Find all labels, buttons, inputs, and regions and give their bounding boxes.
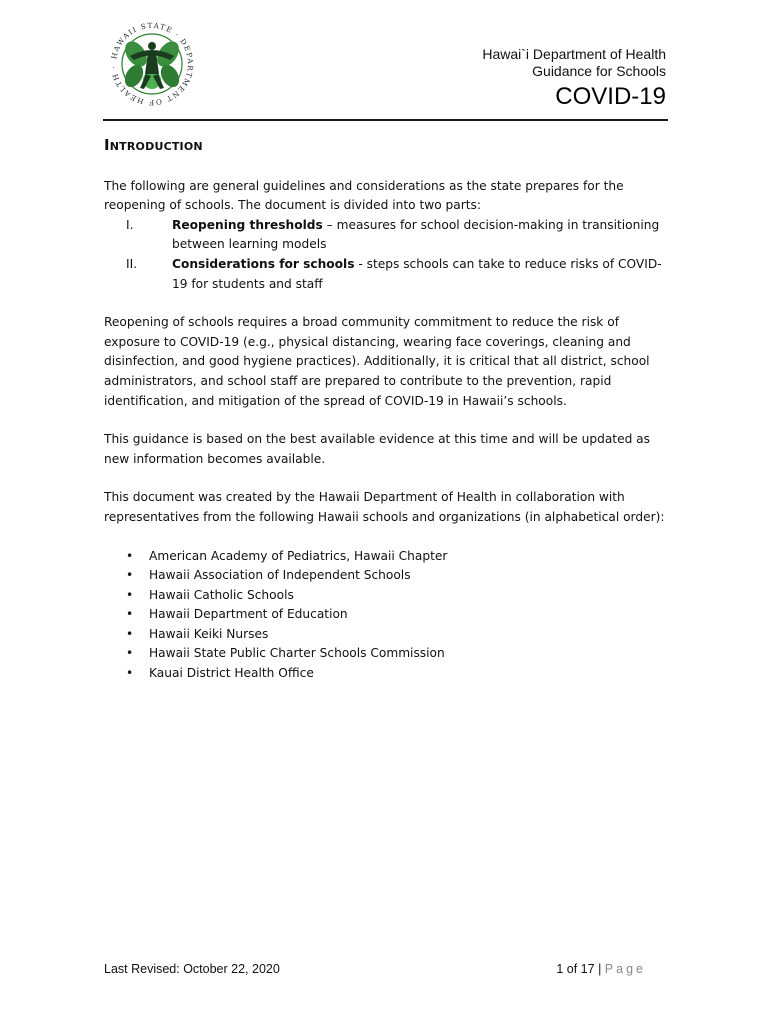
part-title: Reopening thresholds — [172, 217, 323, 232]
bullet: • — [126, 646, 134, 661]
header-rule — [103, 119, 668, 121]
last-revised: Last Revised: October 22, 2020 — [104, 962, 280, 976]
page-count: 1 of 17 — [556, 962, 595, 976]
organization-name: Hawaii State Public Charter Schools Commission — [149, 646, 445, 661]
intro-paragraph: The following are general guidelines and considerations as the state prepares for the reopening of schools. The document is divided into two parts: — [104, 178, 624, 213]
list-item — [104, 586, 668, 606]
bullet: • — [126, 626, 134, 641]
document-body — [104, 136, 668, 684]
part-title: Considerations for schools — [172, 256, 355, 271]
page-word: Page — [604, 962, 646, 976]
parts-list-item — [104, 216, 668, 255]
svg-text:HAWAII STATE · DEPARTMENT OF H: HAWAII STATE · DEPARTMENT OF HEALTH · — [108, 20, 196, 108]
collaboration-paragraph: This document was created by the Hawaii Department of Health in collaboration with representatives from the following Hawaii schools and organizations (in alphabetical order): — [104, 490, 665, 524]
header-title: COVID-19 — [555, 83, 666, 110]
list-item — [104, 566, 668, 586]
part-number: II. — [126, 256, 138, 271]
organizations-list — [104, 547, 668, 684]
part-description: – measures for school decision-making in transitioning between learning models — [172, 217, 660, 252]
document-header — [482, 46, 666, 111]
parts-list — [104, 216, 668, 294]
header-subtitle: Guidance for Schools — [532, 63, 666, 79]
hawaii-state-doh-logo — [106, 18, 198, 110]
evidence-paragraph: This guidance is based on the best available evidence at this time and will be updated as new information becomes available. — [104, 432, 651, 466]
reopening-paragraph: Reopening of schools requires a broad community commitment to reduce the risk of exposure to COVID-19 (e.g., physical distancing, wearing face coverings, cleaning and disinfection, and good hygiene practices). Additionally, it is critical that all district, school administrators, and school staff are prepared to contribute to the prevention, rapid identification, and mitigation of the spread of COVID-19 in Hawaii’s schools. — [104, 315, 650, 408]
list-item — [104, 605, 668, 625]
parts-list-item — [104, 255, 668, 294]
organization-name: Hawaii Catholic Schools — [149, 587, 294, 602]
bullet: • — [126, 548, 134, 563]
bullet: • — [126, 666, 134, 681]
list-item — [104, 664, 668, 684]
bullet: • — [126, 568, 134, 583]
page-separator: | — [594, 962, 605, 976]
list-item — [104, 625, 668, 645]
organization-name: Hawaii Keiki Nurses — [149, 626, 269, 641]
list-item — [104, 644, 668, 664]
organization-name: Kauai District Health Office — [149, 666, 314, 681]
organization-name: American Academy of Pediatrics, Hawaii Chapter — [149, 548, 448, 563]
organization-name: Hawaii Department of Education — [149, 607, 348, 622]
part-description: - steps schools can take to reduce risks of COVID-19 for students and staff — [172, 256, 662, 291]
bullet: • — [126, 607, 134, 622]
section-heading: Introduction — [104, 136, 203, 154]
page-number — [556, 962, 646, 976]
part-number: I. — [126, 217, 134, 232]
organization-name: Hawaii Association of Independent Schools — [149, 568, 411, 583]
header-organization: Hawai`i Department of Health — [482, 46, 666, 62]
bullet: • — [126, 587, 134, 602]
list-item — [104, 547, 668, 567]
